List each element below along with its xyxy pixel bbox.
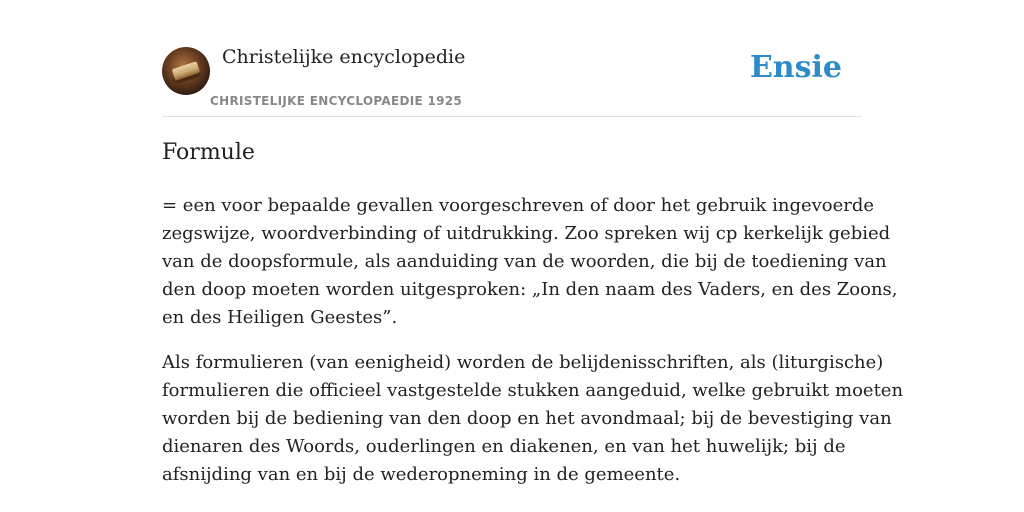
encyclopedia-edition-label: CHRISTELIJKE ENCYCLOPAEDIE 1925 — [210, 94, 463, 108]
header — [162, 0, 862, 117]
page — [162, 0, 904, 485]
article-paragraph — [162, 349, 904, 489]
article-paragraph — [162, 192, 898, 332]
article-body — [162, 192, 904, 506]
ensie-logo[interactable]: Ensie — [749, 50, 842, 85]
paragraph-line: formulieren die officieel vastgestelde stukken aangeduid, welke gebruikt moeten — [162, 380, 904, 401]
encyclopedia-avatar[interactable] — [162, 47, 210, 95]
paragraph-line: van de doopsformule, als aanduiding van de woorden, die bij de toediening van — [162, 251, 887, 272]
paragraph-line: dienaren des Woords, ouderlingen en diakenen, en van het huwelijk; bij de — [162, 436, 846, 457]
article-title: Formule — [162, 140, 255, 165]
encyclopedia-name-link[interactable]: Christelijke encyclopedie — [222, 46, 466, 68]
paragraph-line: Als formulieren (van eenigheid) worden de belijdenisschriften, als (liturgische) — [162, 352, 884, 373]
paragraph-line: en des Heiligen Geestes”. — [162, 307, 398, 328]
paragraph-line: worden bij de bediening van den doop en het avondmaal; bij de bevestiging van — [162, 408, 892, 429]
paragraph-line: afsnijding van en bij de wederopneming in de gemeente. — [162, 464, 681, 485]
paragraph-line: = een voor bepaalde gevallen voorgeschreven of door het gebruik ingevoerde — [162, 195, 875, 216]
paragraph-line: den doop moeten worden uitgesproken: „In den naam des Vaders, en des Zoons, — [162, 279, 898, 300]
paragraph-line: zegswijze, woordverbinding of uitdrukking. Zoo spreken wij cp kerkelijk gebied — [162, 223, 891, 244]
